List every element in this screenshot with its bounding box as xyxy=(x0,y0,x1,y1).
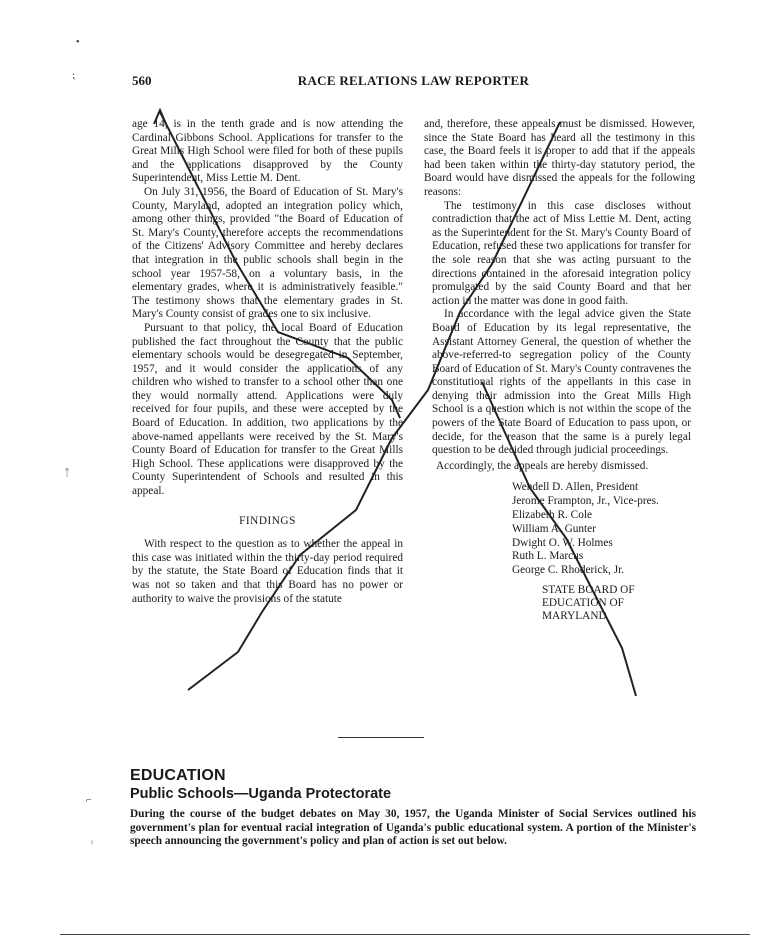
section-divider xyxy=(338,737,424,738)
signatory: Wendell D. Allen, President xyxy=(512,481,639,494)
paragraph: In accordance with the legal advice given the State Board of Education by its legal representative, the Assistant Attorney General, the question of whether the above-referred-to segregation policy of the County Board of Education of St. Mary's County contravenes the constitutional rights of the appellants in this case in denying their admission into the Great Mills High School is a question which is not within the scope of the powers of the State Board of Education to pass upon, or decide, for the reason that the same is a purely legal question to be decided through judicial proceedings. xyxy=(432,308,691,457)
dismissal-statement: Accordingly, the appeals are hereby dismissed. xyxy=(436,459,649,472)
right-column xyxy=(424,118,695,623)
findings-heading: FINDINGS xyxy=(239,514,296,527)
board-line: STATE BOARD OF xyxy=(542,584,635,597)
paragraph: On July 31, 1956, the Board of Education of St. Mary's County, Maryland, adopted an integration policy which, among other things, provided "the Board of Education of St. Mary's County, therefore accepts the recommendations of the Citizens' Advisory Committee and hereby declares that integration in the public schools shall begin in the school year 1957-58, on a voluntary basis, in the elementary grades, where it is administratively feasible." The testimony shows that the elementary grades in St. Mary's County consist of grades one to six inclusive. xyxy=(132,185,403,321)
board-line: EDUCATION OF xyxy=(542,597,624,610)
paragraph: and, therefore, these appeals must be dismissed. However, since the State Board has heard all the testimony in this case, the Board feels it is proper to add that if the appeals had been taken within the thirty-day statutory period, the Board would have dismissed the appeals for the following reasons: xyxy=(424,118,695,198)
signatory: Ruth L. Marcus xyxy=(512,550,584,563)
signatory: Jerome Frampton, Jr., Vice-pres. xyxy=(512,495,659,508)
board-name xyxy=(424,584,695,623)
page-number: 560 xyxy=(132,73,152,88)
margin-mark: ᛧ xyxy=(89,836,95,847)
headnote: During the course of the budget debates on May 30, 1957, the Uganda Minister of Social Services outlined his government's plan for eventual racial integration of Uganda's public educational system. A portion of the Minister's speech announcing the government's policy and plan of action is set out below. xyxy=(130,808,696,848)
signatory: George C. Rhoderick, Jr. xyxy=(512,564,625,577)
signatory: Elizabeth R. Cole xyxy=(512,509,592,522)
paragraph: With respect to the question as to whether the appeal in this case was initiated within the thirty-day period required by the statute, the State Board of Education finds that it was not so taken and that this Board has no power or authority to waive the provisions of the statute xyxy=(132,538,403,605)
paragraph: Pursuant to that policy, the local Board of Education published the fact throughout the County that the public elementary schools would be desegregated in September, 1957, and it would consider the applications of any children who wished to transfer to a school other than one they would normally attend. Applications were duly received for four pupils, and these were accepted by the Board of Education. In addition, two applications by the above-named appellants were received by the St. Mary's County Board of Education for transfer to the Great Mills High School. These applications were disapproved by the County Superintendent of Schools and resulted in this appeal. xyxy=(132,321,403,498)
signatory: William A. Gunter xyxy=(512,522,596,535)
signatory-list xyxy=(424,481,695,578)
margin-mark: ⁏ xyxy=(72,70,76,81)
signatory: Dwight O. W. Holmes xyxy=(512,536,613,549)
left-column xyxy=(132,118,403,606)
section-subheading: Public Schools—Uganda Protectorate xyxy=(130,786,392,802)
board-line: MARYLAND xyxy=(542,610,607,623)
running-title: RACE RELATIONS LAW REPORTER xyxy=(297,73,530,88)
paragraph: The testimony in this case discloses without contradiction that the act of Miss Lettie M. Dent, acting as the Superintendent for the St. Mary's County Board of Education, refused these two applications for transfer for the sole reason that she was acting pursuant to the directions contained in the aforesaid integration policy promulgated by the said County Board and that her action in the matter was done in good faith. xyxy=(432,199,691,307)
margin-mark: • xyxy=(76,37,80,48)
section-heading: EDUCATION xyxy=(130,767,226,784)
bottom-rule xyxy=(60,934,750,935)
page-header xyxy=(132,73,695,91)
margin-mark: ᛏ xyxy=(64,468,70,479)
margin-mark: ⌐ xyxy=(86,795,92,806)
new-section xyxy=(130,767,696,849)
quoted-reasons xyxy=(424,200,695,458)
paragraph: age 14, is in the tenth grade and is now attending the Cardinal Gibbons School. Applications for transfer to the Great Mills High School were filed for both of these pupils and the applications disapproved by the County Superintendent, Miss Lettie M. Dent. xyxy=(132,118,403,185)
